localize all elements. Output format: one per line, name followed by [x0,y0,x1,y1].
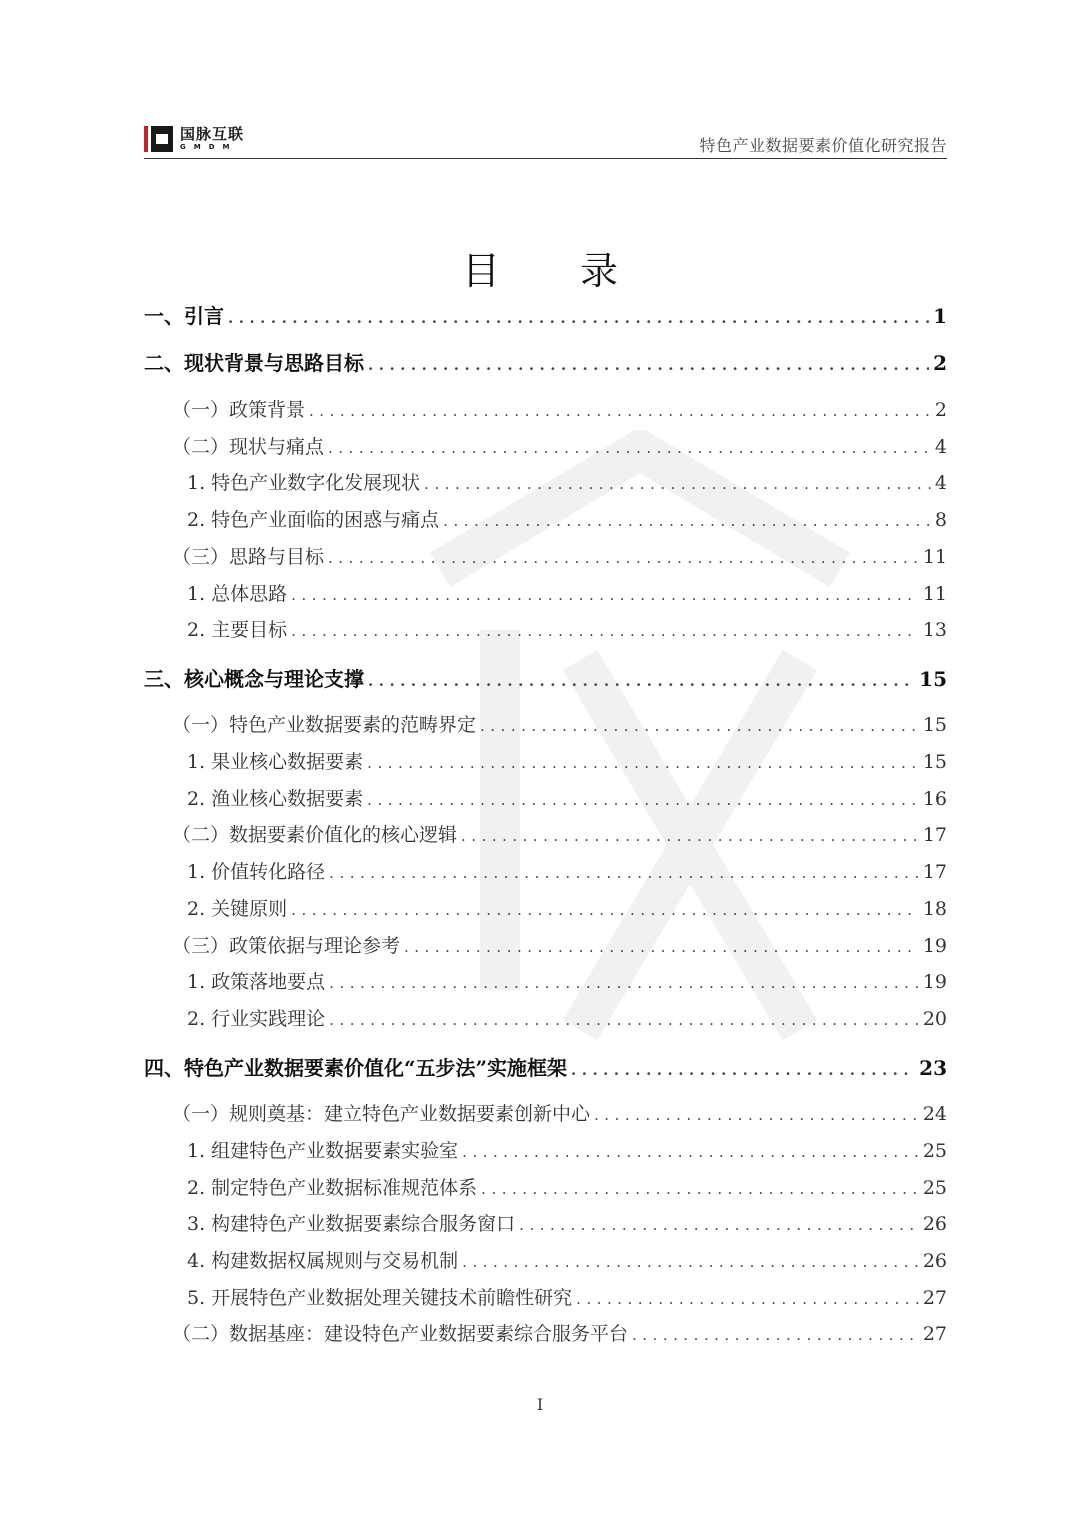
toc-entry-page: 24 [922,1103,947,1125]
toc-entry-label: 2. 渔业核心数据要素 [187,788,364,810]
toc-entry-label: （二）现状与痛点 [172,436,325,458]
toc-entry-page: 25 [922,1140,947,1162]
toc-leader-dots [291,901,919,919]
toc-entry[interactable] [187,747,947,777]
toc-entry-label: 1. 价值转化路径 [187,861,326,883]
logo-en-text: GMDM [180,143,238,151]
toc-entry-page: 15 [922,751,947,773]
toc-entry-label: 四、特色产业数据要素价值化“五步法”实施框架 [144,1056,568,1080]
toc-entry[interactable] [187,579,947,609]
toc-entry[interactable] [172,1099,947,1129]
toc-entry[interactable] [187,1004,947,1034]
toc-leader-dots [228,309,929,327]
toc-entry-label: 4. 构建数据权属规则与交易机制 [187,1250,459,1272]
toc-entry-label: 2. 行业实践理论 [187,1008,326,1030]
toc-leader-dots [461,827,919,845]
toc-entry-page: 27 [922,1287,947,1309]
toc-leader-dots [576,1290,919,1308]
toc-entry-page: 15 [919,667,947,691]
toc-entry[interactable] [187,1136,947,1166]
toc-leader-dots [368,672,915,690]
toc-entry-page: 13 [922,619,947,641]
toc-entry-page: 2 [933,351,947,375]
toc-entry-label: 一、引言 [144,304,224,328]
toc-leader-dots [367,791,919,809]
toc-entry-page: 11 [922,546,947,568]
toc-leader-dots [309,402,931,420]
toc-entry-page: 16 [922,788,947,810]
toc-leader-dots [329,1011,919,1029]
toc-entry-label: （一）特色产业数据要素的范畴界定 [172,714,477,736]
toc-entry[interactable] [187,1209,947,1239]
toc-entry-page: 25 [922,1177,947,1199]
toc-entry-page: 27 [922,1323,947,1345]
toc-entry-label: （三）思路与目标 [172,546,325,568]
toc-leader-dots [462,1143,919,1161]
toc-entry[interactable] [172,710,947,740]
toc-entry-label: 1. 政策落地要点 [187,971,326,993]
toc-entry-page: 20 [922,1008,947,1030]
toc-entry[interactable] [172,395,947,425]
toc-leader-dots [328,549,919,567]
toc-entry[interactable] [187,784,947,814]
toc-entry-page: 26 [922,1213,947,1235]
toc-entry-label: 1. 组建特色产业数据要素实验室 [187,1140,459,1162]
toc-entry-label: （一）政策背景 [172,399,306,421]
toc-entry[interactable] [144,347,947,377]
toc-entry-page: 17 [922,861,947,883]
toc-entry[interactable] [187,894,947,924]
toc-leader-dots [632,1326,919,1344]
toc-entry[interactable] [172,1319,947,1349]
toc-entry-label: （二）数据要素价值化的核心逻辑 [172,824,458,846]
toc-entry-label: 1. 总体思路 [187,583,288,605]
toc-entry-page: 26 [922,1250,947,1272]
toc-leader-dots [594,1106,919,1124]
toc-entry[interactable] [144,1052,947,1082]
toc-entry-label: 2. 关键原则 [187,898,288,920]
toc-entry-page: 17 [922,824,947,846]
toc-entry-label: 三、核心概念与理论支撑 [144,667,364,691]
toc-leader-dots [481,1180,919,1198]
toc-entry-label: 2. 特色产业面临的困惑与痛点 [187,509,440,531]
page-number: I [536,1395,544,1414]
toc-entry-label: （三）政策依据与理论参考 [172,935,401,957]
toc-entry-page: 1 [933,304,947,328]
toc-leader-dots [404,938,919,956]
toc-entry-page: 19 [922,971,947,993]
toc-entry-page: 15 [922,714,947,736]
toc-entry-label: 5. 开展特色产业数据处理关键技术前瞻性研究 [187,1287,573,1309]
toc-entry[interactable] [187,1283,947,1313]
toc-leader-dots [368,356,929,374]
toc-entry-label: （一）规则奠基：建立特色产业数据要素创新中心 [172,1103,591,1125]
toc-entry-label: 1. 特色产业数字化发展现状 [187,472,421,494]
toc-entry-label: 1. 果业核心数据要素 [187,751,364,773]
toc-entry-label: 二、现状背景与思路目标 [144,351,364,375]
toc-entry[interactable] [187,1246,947,1276]
toc-entry-page: 18 [922,898,947,920]
toc-entry[interactable] [144,300,947,330]
toc-entry[interactable] [187,468,947,498]
toc-leader-dots [571,1061,915,1079]
toc-leader-dots [424,475,931,493]
toc-entry-page: 19 [922,935,947,957]
toc-entry-page: 2 [934,399,947,421]
toc-entry[interactable] [187,615,947,645]
toc-leader-dots [443,512,931,530]
toc-leader-dots [291,622,919,640]
toc-entry[interactable] [187,857,947,887]
toc-entry[interactable] [144,663,947,693]
toc-entry-label: 2. 制定特色产业数据标准规范体系 [187,1177,478,1199]
toc-leader-dots [519,1216,919,1234]
toc-entry[interactable] [172,432,947,462]
toc-leader-dots [329,864,919,882]
toc-entry[interactable] [187,967,947,997]
toc-entry-page: 11 [922,583,947,605]
toc-entry[interactable] [172,931,947,961]
toc-leader-dots [462,1253,919,1271]
toc-leader-dots [329,974,919,992]
logo-cn-text: 国脉互联 [180,125,245,143]
toc-entry-page: 8 [934,509,947,531]
toc-title: 目 录 [461,249,653,293]
toc-leader-dots [291,586,919,604]
toc-entry[interactable] [172,542,947,572]
toc-leader-dots [328,439,931,457]
toc-entry-page: 4 [934,436,947,458]
report-title: 特色产业数据要素价值化研究报告 [699,136,947,155]
toc-entry-label: 3. 构建特色产业数据要素综合服务窗口 [187,1213,516,1235]
toc-entry[interactable] [172,820,947,850]
toc-entry-label: （二）数据基座：建设特色产业数据要素综合服务平台 [172,1323,629,1345]
toc-entry-label: 2. 主要目标 [187,619,288,641]
toc-entry[interactable] [187,1173,947,1203]
toc-entry-page: 23 [919,1056,947,1080]
toc-leader-dots [367,754,919,772]
toc-leader-dots [480,717,919,735]
toc-entry-page: 4 [934,472,947,494]
toc-entry[interactable] [187,505,947,535]
